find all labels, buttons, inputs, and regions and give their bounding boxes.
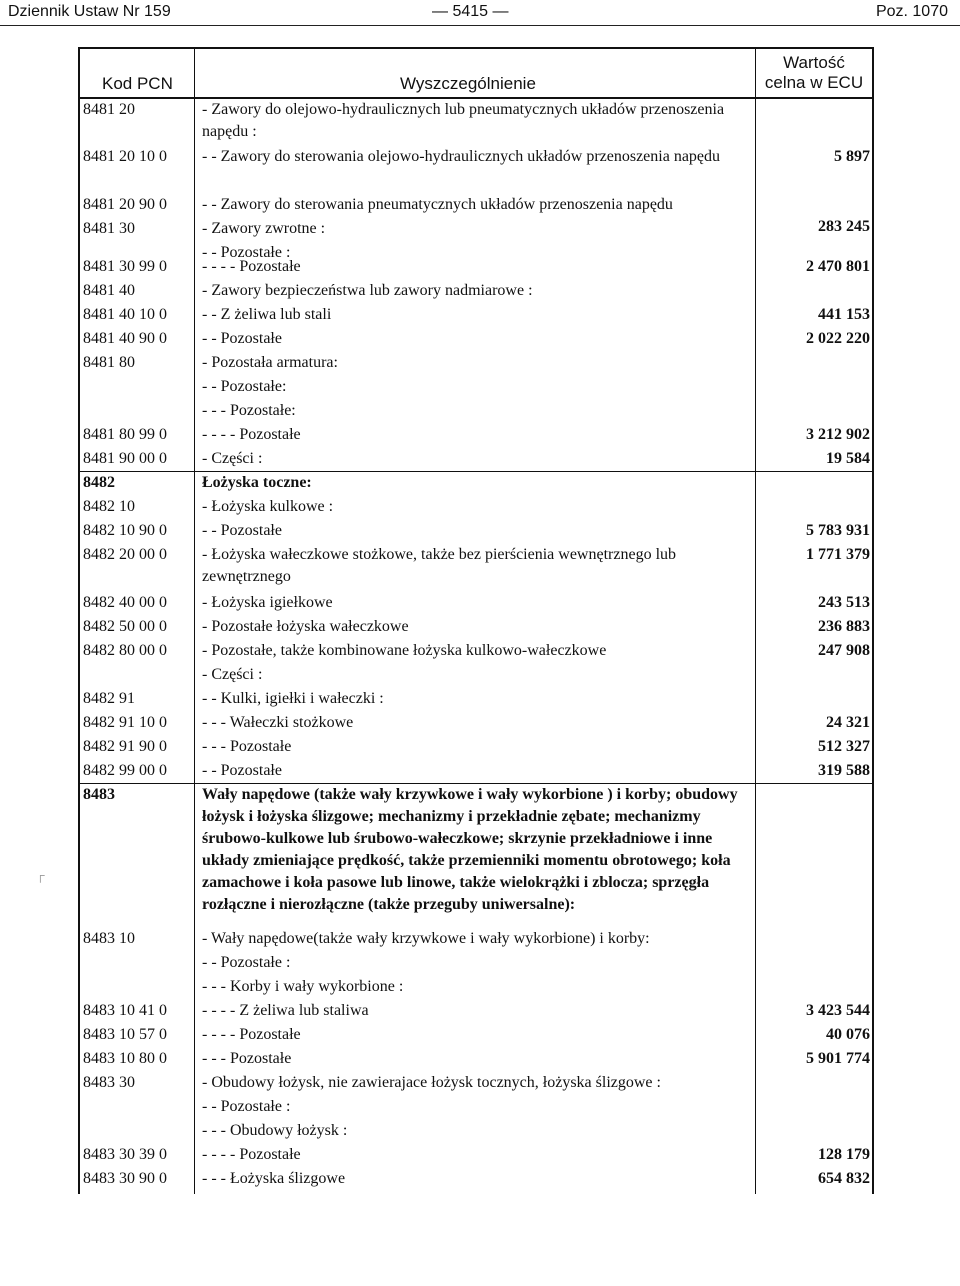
row-value: 5 897 [834,148,870,165]
column-divider-value [755,49,756,1194]
row-code: 8481 40 [83,282,135,299]
row-code: 8481 20 10 0 [83,148,167,165]
column-header-value-line2: celna w ECU [764,73,864,92]
row-value: 654 832 [818,1170,870,1187]
row-code: 8481 20 90 0 [83,196,167,213]
row-code: 8482 91 [83,690,135,707]
row-value: 2 470 801 [806,258,870,275]
row-description: - - Pozostałe: [202,378,287,395]
row-description: - Pozostała armatura: [202,354,338,371]
row-description: - - - Korby i wały wykorbione : [202,978,404,995]
row-value: 24 321 [826,714,870,731]
row-value: 512 327 [818,738,870,755]
column-header-value-line1: Wartość [783,53,845,72]
row-value: 247 908 [818,642,870,659]
row-code: 8482 80 00 0 [83,642,167,659]
row-value: 319 588 [818,762,870,779]
tariff-table [78,47,874,1194]
row-description: - Łożyska kulkowe : [202,498,334,515]
row-code: 8482 10 [83,498,135,515]
row-value: 441 153 [818,306,870,323]
row-code: 8482 20 00 0 [83,546,167,563]
page-number: — 5415 — [432,3,509,20]
row-value: 243 513 [818,594,870,611]
row-value: 128 179 [818,1146,870,1163]
row-code: 8481 30 [83,220,135,237]
row-code: 8482 40 00 0 [83,594,167,611]
row-description: Łożyska toczne: [202,474,312,491]
row-description: - Zawory zwrotne : [202,220,326,237]
row-value: 5 901 774 [806,1050,870,1067]
row-code: 8483 30 [83,1074,135,1091]
row-code: 8482 50 00 0 [83,618,167,635]
row-code: 8481 30 99 0 [83,258,167,275]
row-description: - - - Pozostałe [202,738,292,755]
row-code: 8483 10 80 0 [83,1050,167,1067]
row-code: 8481 40 10 0 [83,306,167,323]
row-code: 8481 80 99 0 [83,426,167,443]
row-description: - - - - Pozostałe [202,426,301,443]
row-code: 8482 [83,474,115,491]
row-description: - - - Obudowy łożysk : [202,1122,348,1139]
row-description: - - Pozostałe : [202,1098,291,1115]
column-header-description: Wyszczególnienie [400,74,536,93]
row-description: - Pozostałe, także kombinowane łożyska kulkowo-wałeczkowe [202,642,607,659]
row-description: - - - Pozostałe: [202,402,296,419]
row-value: 3 212 902 [806,426,870,443]
row-description: - - - Łożyska ślizgowe [202,1170,346,1187]
row-description: - - Pozostałe [202,330,282,347]
row-description: - - Zawory do sterowania olejowo-hydraulicznych układów przenoszenia napędu [202,148,721,165]
row-description: - Zawory do olejowo-hydraulicznych lub pneumatycznych układów przenoszenia napędu : [202,101,725,140]
row-description: - Wały napędowe(także wały krzywkowe i wały wykorbione) i korby: [202,930,650,947]
row-value: 19 584 [826,450,870,467]
row-code: 8481 40 90 0 [83,330,167,347]
row-description: - - - - Pozostałe [202,258,301,275]
row-code: 8481 90 00 0 [83,450,167,467]
row-description: - - - Wałeczki stożkowe [202,714,354,731]
column-divider-code [194,49,195,1194]
row-description: Wały napędowe (także wały krzywkowe i wały wykorbione ) i korby; obudowy łożysk i łożyska ślizgowe; mechanizmy i przekładnie zębate; mechanizmy śrubowo-kulkowe lub śrubowo-wałeczkowe; skrzynie przekładniowe i inne układy zmieniające prędkość, także przemienniki momentu obrotowego; koła zamachowe i koła pasowe lub linowe, także wielokrążki i zblocza; sprzęgła rozłączne i nierozłączne (także przeguby uniwersalne): [202,786,738,913]
row-description: - - Pozostałe : [202,954,291,971]
row-value: 3 423 544 [806,1002,870,1019]
row-code: 8483 30 90 0 [83,1170,167,1187]
row-description: - - Zawory do sterowania pneumatycznych układów przenoszenia napędu [202,196,673,213]
row-code: 8483 30 39 0 [83,1146,167,1163]
row-code: 8482 91 90 0 [83,738,167,755]
row-description: - Pozostałe łożyska wałeczkowe [202,618,409,635]
journal-title: Dziennik Ustaw Nr 159 [8,3,171,20]
row-description: - - Pozostałe : [202,244,291,261]
row-description: - - - - Z żeliwa lub staliwa [202,1002,369,1019]
row-description: - - - Pozostałe [202,1050,292,1067]
row-description: - - Pozostałe [202,522,282,539]
position-number: Poz. 1070 [875,3,948,20]
row-code: 8481 80 [83,354,135,371]
header-rule [0,25,960,26]
row-code: 8482 10 90 0 [83,522,167,539]
row-code: 8481 20 [83,101,135,118]
row-code: 8482 91 10 0 [83,714,167,731]
scan-mark: ┌ [36,868,45,882]
column-header-value [756,53,872,93]
row-description: - Łożyska wałeczkowe stożkowe, także bez pierścienia wewnętrznego lub zewnętrznego [202,546,677,585]
row-value: 236 883 [818,618,870,635]
row-code: 8483 [83,786,115,803]
row-description: - - Z żeliwa lub stali [202,306,332,323]
row-code: 8483 10 [83,930,135,947]
row-description: - Części : [202,450,263,467]
row-description: - Zawory bezpieczeństwa lub zawory nadmiarowe : [202,282,533,299]
column-header-code: Kod PCN [102,74,173,93]
row-description: - Obudowy łożysk, nie zawierajace łożysk tocznych, łożyska ślizgowe : [202,1074,661,1091]
page-header [0,0,960,26]
row-description: - Łożyska igiełkowe [202,594,333,611]
row-description: - Części : [202,666,263,683]
row-value: 1 771 379 [806,546,870,563]
row-description: - - Kulki, igiełki i wałeczki : [202,690,384,707]
row-value: 2 022 220 [806,330,870,347]
table-header [80,49,872,99]
row-code: 8483 10 41 0 [83,1002,167,1019]
row-description: - - - - Pozostałe [202,1146,301,1163]
row-value: 40 076 [826,1026,870,1043]
row-value: 283 245 [818,218,870,235]
row-code: 8482 99 00 0 [83,762,167,779]
row-code: 8483 10 57 0 [83,1026,167,1043]
row-value: 5 783 931 [806,522,870,539]
row-description: - - Pozostałe [202,762,282,779]
row-description: - - - - Pozostałe [202,1026,301,1043]
